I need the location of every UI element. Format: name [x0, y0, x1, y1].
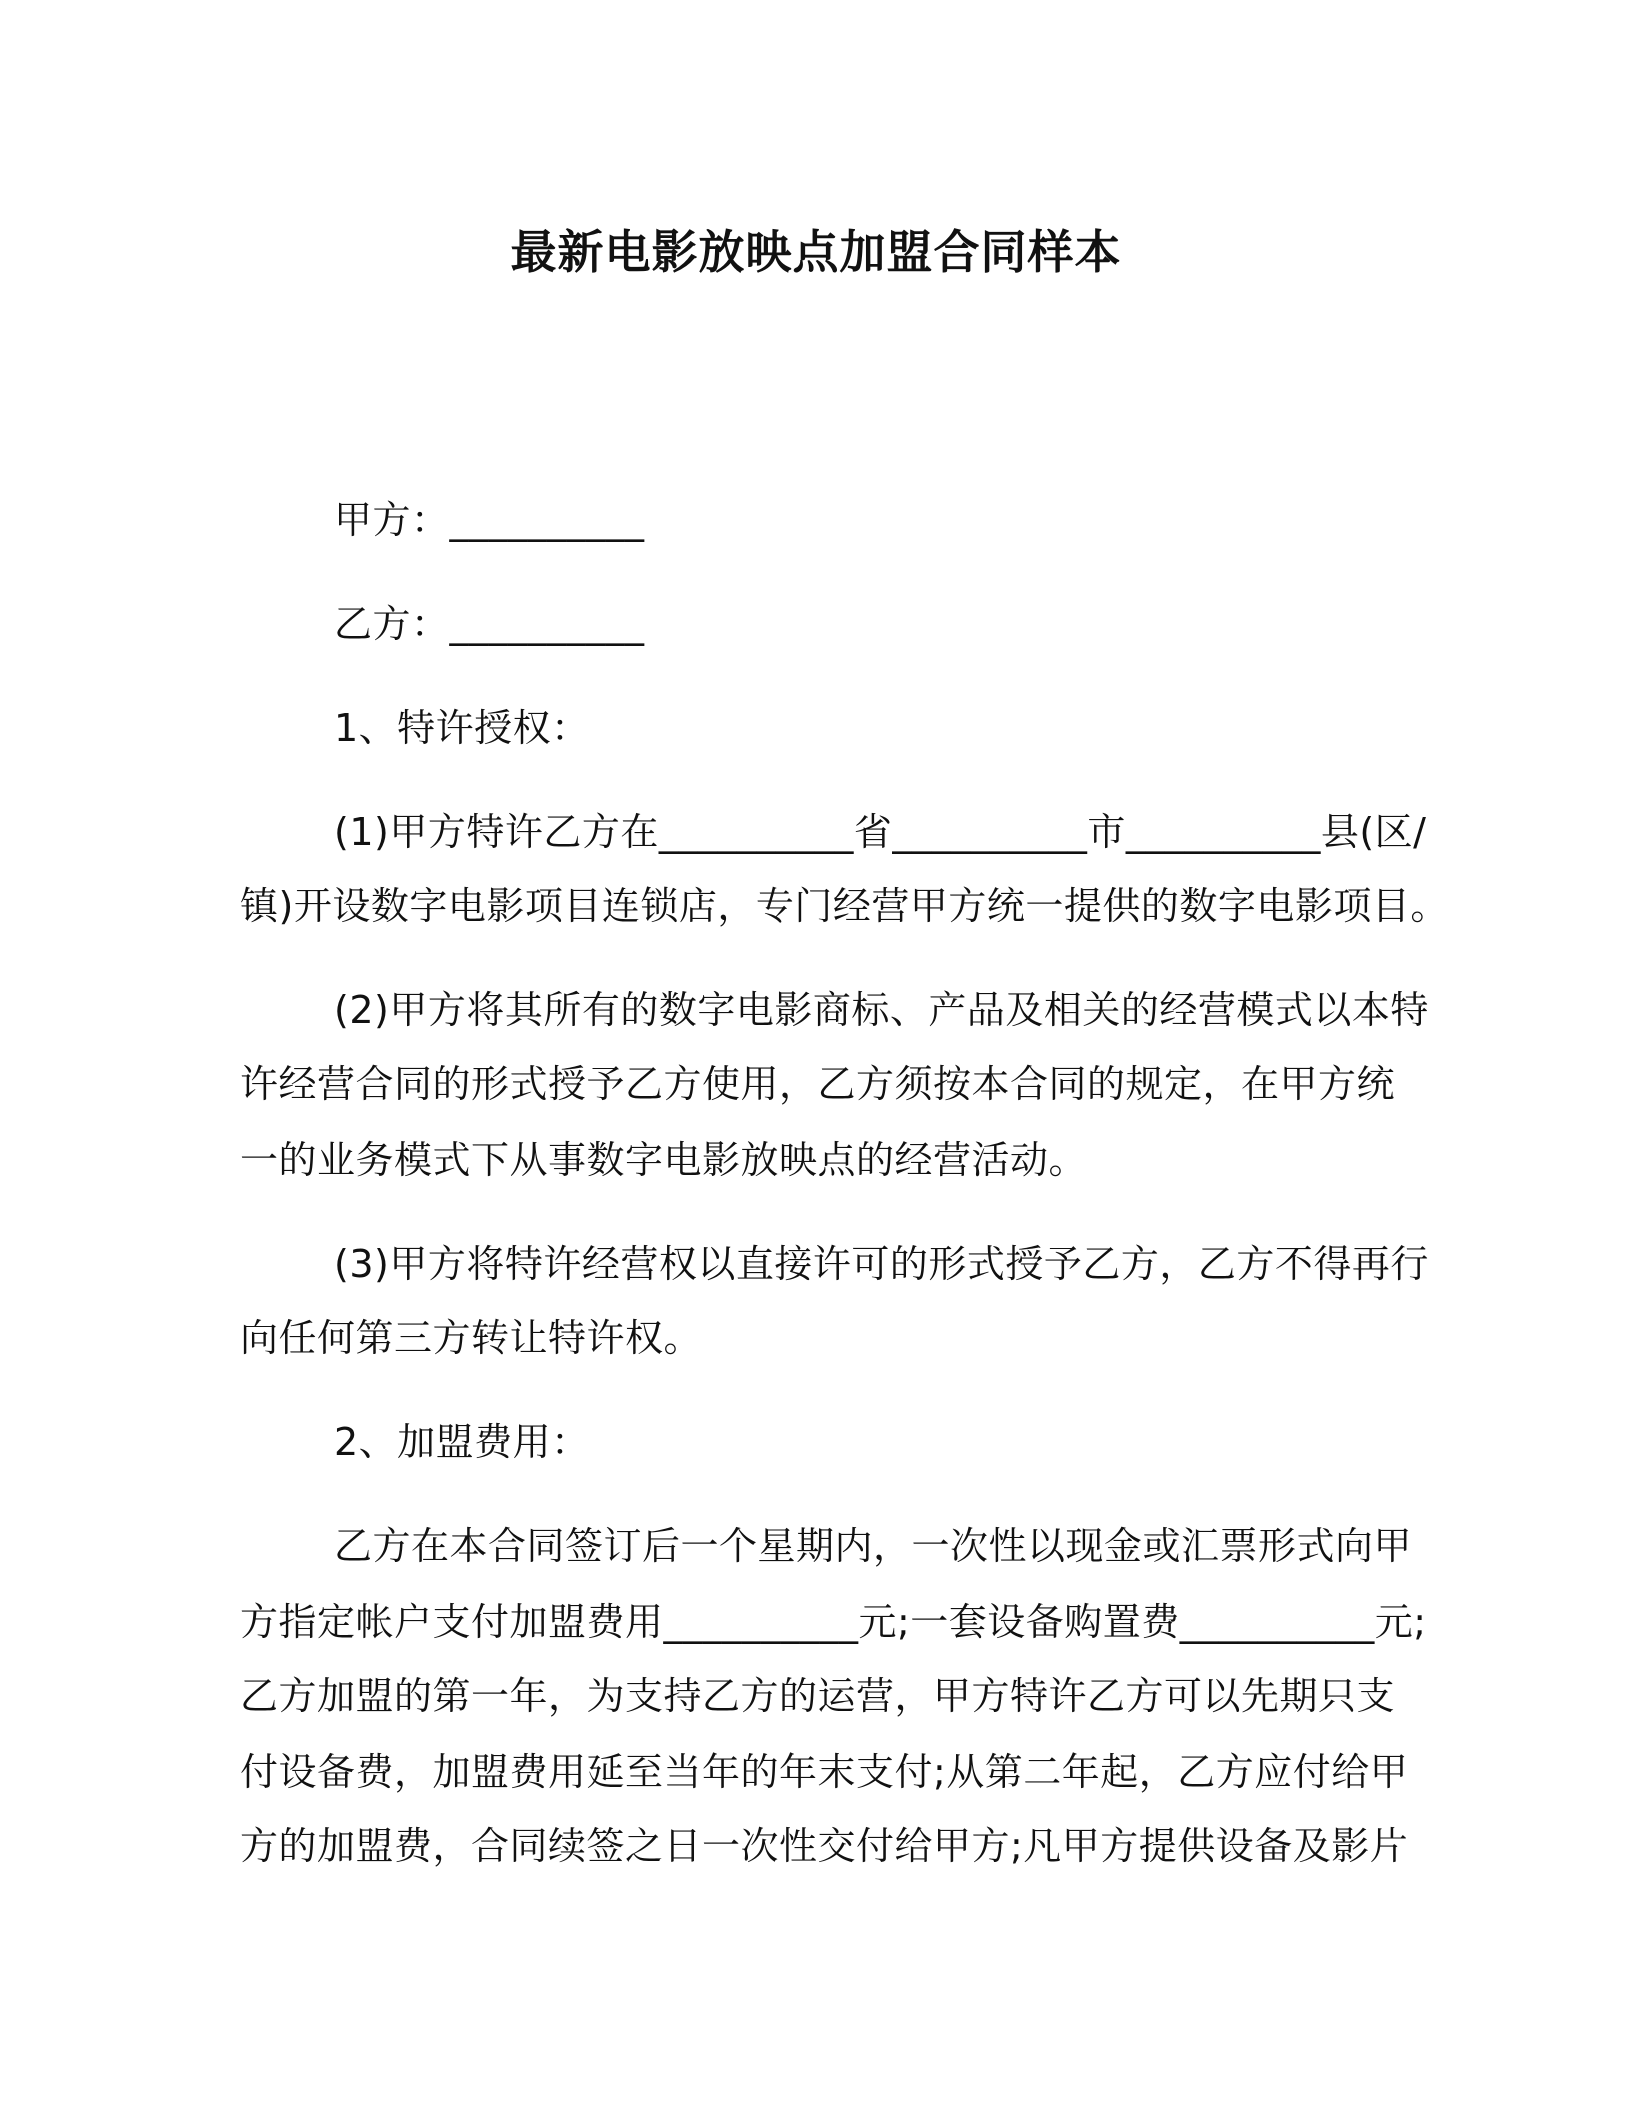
section-2-para-line-5: 方的加盟费，合同续签之日一次性交付给甲方;凡甲方提供设备及影片 [240, 1824, 1409, 1868]
clause-1-3-line-1: (3)甲方将特许经营权以直接许可的形式授予乙方，乙方不得再行 [334, 1242, 1429, 1286]
clause-1-2-line-3: 一的业务模式下从事数字电影放映点的经营活动。 [240, 1138, 1088, 1182]
clause-1-2-line-1: (2)甲方将其所有的数字电影商标、产品及相关的经营模式以本特 [334, 988, 1429, 1032]
clause-1-3-line-2: 向任何第三方转让特许权。 [240, 1316, 703, 1360]
clause-1-1-line-2: 镇)开设数字电影项目连锁店，专门经营甲方统一提供的数字电影项目。 [240, 884, 1449, 928]
section-2-para-line-3: 乙方加盟的第一年，为支持乙方的运营，甲方特许乙方可以先期只支 [240, 1674, 1396, 1718]
party-b-line: 乙方：__________ [334, 602, 645, 646]
section-2-para-line-1: 乙方在本合同签订后一个星期内，一次性以现金或汇票形式向甲 [334, 1524, 1413, 1568]
section-2-para-line-4: 付设备费，加盟费用延至当年的年末支付;从第二年起，乙方应付给甲 [240, 1750, 1409, 1794]
section-2-heading: 2、加盟费用： [334, 1420, 590, 1464]
clause-1-1-line-1: (1)甲方特许乙方在__________省__________市__________县(区/ [334, 810, 1427, 854]
clause-1-2-line-2: 许经营合同的形式授予乙方使用，乙方须按本合同的规定，在甲方统 [240, 1062, 1396, 1106]
party-a-line: 甲方：__________ [334, 498, 645, 542]
section-2-para-line-2: 方指定帐户支付加盟费用__________元;一套设备购置费__________元; [240, 1600, 1427, 1644]
document-title: 最新电影放映点加盟合同样本 [510, 225, 1122, 279]
section-1-heading: 1、特许授权： [334, 706, 590, 750]
